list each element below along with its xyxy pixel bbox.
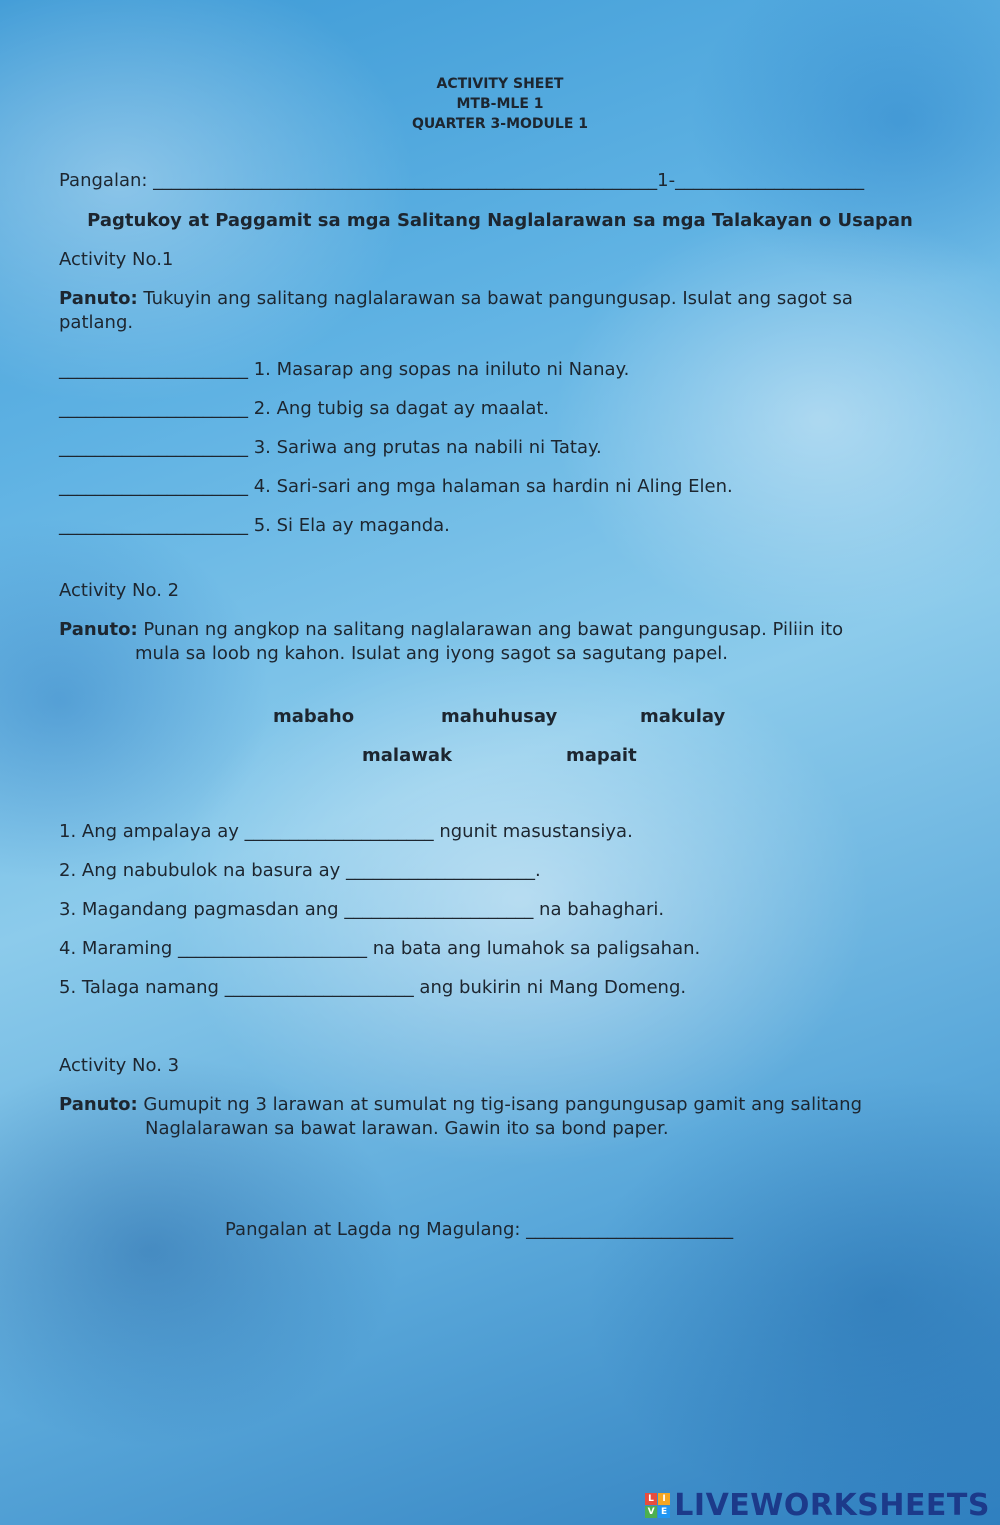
activity1-heading: Activity No.1 [59, 249, 174, 270]
activity3-heading: Activity No. 3 [59, 1055, 180, 1076]
activity3-instruction-line2: Naglalarawan sa bawat larawan. Gawin ito sa bond paper. [145, 1118, 669, 1139]
panuto-label: Panuto: [59, 1094, 138, 1115]
liveworksheets-logo [645, 1488, 990, 1523]
activity1-item[interactable]: _____________________ 4. Sari-sari ang mga halaman sa hardin ni Aling Elen. [59, 476, 733, 497]
logo-mark-letter: L [645, 1493, 657, 1505]
activity3-instruction-line1: Gumupit ng 3 larawan at sumulat ng tig-isang pangungusap gamit ang salitang [143, 1094, 863, 1115]
activity1-item[interactable]: _____________________ 1. Masarap ang sopas na iniluto ni Nanay. [59, 359, 630, 380]
activity2-instruction [59, 619, 843, 640]
panuto-label: Panuto: [59, 288, 138, 309]
word-bank-item: mabaho [273, 706, 355, 727]
liveworksheets-logo-icon [645, 1493, 670, 1518]
logo-mark-letter: I [658, 1493, 670, 1505]
word-bank-item: mapait [566, 745, 637, 766]
activity2-item[interactable]: 1. Ang ampalaya ay _____________________ ngunit masustansiya. [59, 821, 633, 842]
activity2-instruction-line2: mula sa loob ng kahon. Isulat ang iyong sagot sa sagutang papel. [135, 643, 728, 664]
liveworksheets-logo-text: LIVEWORKSHEETS [674, 1488, 990, 1523]
panuto-label: Panuto: [59, 619, 138, 640]
activity1-item[interactable]: _____________________ 2. Ang tubig sa dagat ay maalat. [59, 398, 550, 419]
logo-mark-letter: V [645, 1506, 657, 1518]
word-bank-item: makulay [640, 706, 726, 727]
sheet-title-line2: MTB-MLE 1 [456, 96, 544, 112]
logo-mark-letter: E [658, 1506, 670, 1518]
activity3-instruction [59, 1094, 862, 1115]
activity2-item[interactable]: 4. Maraming _____________________ na bata ang lumahok sa paligsahan. [59, 938, 701, 959]
topic-title: Pagtukoy at Paggamit sa mga Salitang Naglalarawan sa mga Talakayan o Usapan [87, 210, 913, 231]
activity2-item[interactable]: 2. Ang nabubulok na basura ay _____________________. [59, 860, 541, 881]
activity1-item[interactable]: _____________________ 3. Sariwa ang prutas na nabili ni Tatay. [59, 437, 602, 458]
word-bank-item: malawak [362, 745, 452, 766]
activity2-heading: Activity No. 2 [59, 580, 180, 601]
activity1-instruction-line2: patlang. [59, 312, 134, 333]
parent-signature-line[interactable]: Pangalan at Lagda ng Magulang: _______________________ [225, 1219, 734, 1240]
sheet-title-line3: QUARTER 3-MODULE 1 [411, 116, 589, 132]
activity1-instruction-line1: Tukuyin ang salitang naglalarawan sa bawat pangungusap. Isulat ang sagot sa [143, 288, 853, 309]
activity1-instruction [59, 288, 853, 309]
activity2-item[interactable]: 5. Talaga namang _____________________ ang bukirin ni Mang Domeng. [59, 977, 687, 998]
activity2-instruction-line1: Punan ng angkop na salitang naglalarawan ang bawat pangungusap. Piliin ito [143, 619, 844, 640]
word-bank-item: mahuhusay [441, 706, 558, 727]
activity1-item[interactable]: _____________________ 5. Si Ela ay maganda. [59, 515, 450, 536]
name-field-line[interactable]: Pangalan: ________________________________________________________1-_____________________ [59, 170, 865, 191]
activity2-item[interactable]: 3. Magandang pagmasdan ang _____________________ na bahaghari. [59, 899, 665, 920]
sheet-title-line1: ACTIVITY SHEET [436, 76, 564, 92]
